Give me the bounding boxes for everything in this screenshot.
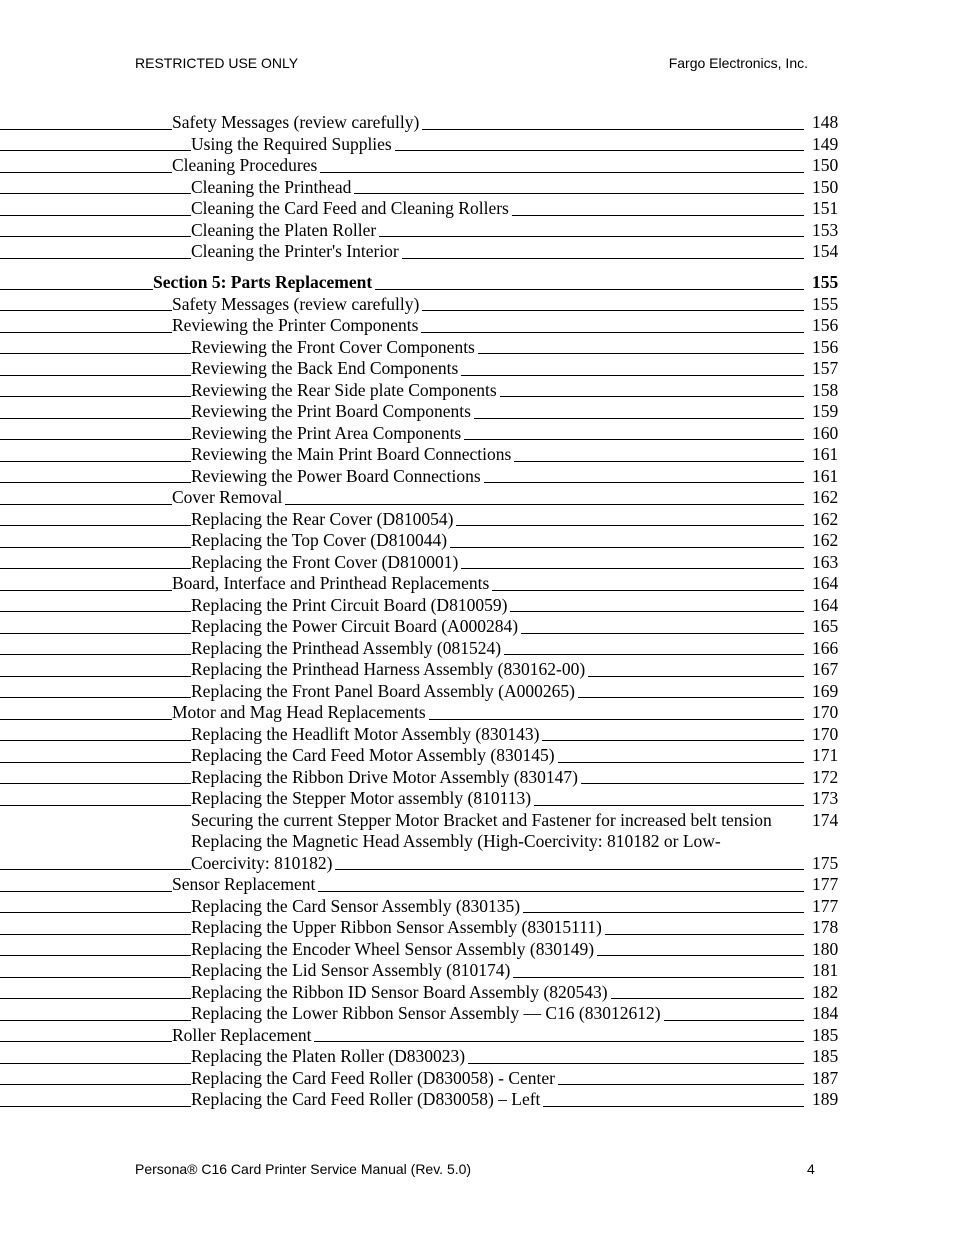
- toc-entry: [0, 638, 954, 660]
- toc-entry: [0, 552, 954, 574]
- toc-entry-title: Reviewing the Main Print Board Connections: [191, 444, 514, 466]
- toc-entry-title: Cleaning Procedures: [172, 155, 320, 177]
- toc-entry-title: Replacing the Print Circuit Board (D810059): [191, 595, 510, 617]
- toc-leader-line: [0, 869, 804, 870]
- toc-entry-title: Cleaning the Card Feed and Cleaning Rollers: [191, 198, 512, 220]
- toc-entry: [0, 939, 954, 961]
- toc-entry-page: 149: [812, 133, 839, 154]
- toc-entry-page: 150: [812, 176, 839, 197]
- toc-entry: [0, 155, 954, 177]
- toc-entry-title: Replacing the Headlift Motor Assembly (830143): [191, 724, 542, 746]
- toc-entry: [0, 530, 954, 552]
- toc-entry-title: Section 5: Parts Replacement: [153, 272, 375, 294]
- toc-entry: [0, 1068, 954, 1090]
- toc-entry-page: 164: [812, 594, 839, 615]
- toc-entry: [0, 896, 954, 918]
- header-company-name: Fargo Electronics, Inc.: [668, 55, 808, 71]
- toc-entry: [0, 487, 954, 509]
- toc-entry-title: Replacing the Lower Ribbon Sensor Assembly — C16 (83012612): [191, 1003, 664, 1025]
- toc-entry-title: Cleaning the Printhead: [191, 177, 354, 199]
- toc-entry: [0, 272, 954, 294]
- toc-entry-page: 164: [812, 573, 839, 593]
- toc-entry: [0, 810, 954, 832]
- toc-entry: [0, 220, 954, 242]
- toc-entry-title: Replacing the Front Cover (D810001): [191, 552, 461, 574]
- toc-leader-line: [0, 1041, 804, 1042]
- toc-entry-title: Motor and Mag Head Replacements: [172, 702, 429, 724]
- toc-entry: [0, 380, 954, 402]
- toc-entry-title: Coercivity: 810182): [191, 853, 335, 875]
- toc-entry-title: Cleaning the Printer's Interior: [191, 241, 402, 263]
- toc-entry: [0, 294, 954, 316]
- toc-entry-page: 185: [812, 1046, 839, 1066]
- toc-entry-page: 151: [812, 198, 839, 218]
- toc-entry-page: 175: [812, 852, 839, 873]
- toc-entry: [0, 444, 954, 466]
- toc-entry-title: Reviewing the Front Cover Components: [191, 337, 478, 359]
- toc-leader-line: [0, 236, 804, 237]
- toc-entry: [0, 874, 954, 896]
- toc-entry-page: 150: [812, 155, 839, 175]
- toc-entry-page: 162: [812, 530, 839, 550]
- toc-entry-title: Replacing the Card Feed Motor Assembly (830145): [191, 745, 558, 767]
- toc-entry-title: Sensor Replacement: [172, 874, 318, 896]
- toc-entry-title: Reviewing the Rear Side plate Components: [191, 380, 500, 402]
- toc-entry: [0, 509, 954, 531]
- footer-manual-title: Persona® C16 Card Printer Service Manual (Rev. 5.0): [135, 1161, 472, 1177]
- toc-entry-title: Securing the current Stepper Motor Bracket and Fastener for increased belt tension: [191, 810, 775, 832]
- toc-entry-title: Replacing the Encoder Wheel Sensor Assembly (830149): [191, 939, 597, 961]
- toc-leader-line: [0, 289, 804, 290]
- toc-entry-page: 162: [812, 508, 839, 529]
- toc-entry-page: 161: [812, 444, 839, 464]
- toc-entry: [0, 659, 954, 681]
- toc-entry-page: 165: [812, 616, 839, 636]
- toc-entry: [0, 745, 954, 767]
- toc-leader-line: [0, 891, 804, 892]
- toc-entry-page: 174: [812, 809, 839, 830]
- toc-entry-page: 166: [812, 637, 839, 658]
- toc-entry: [0, 401, 954, 423]
- toc-entry-page: 170: [812, 702, 839, 722]
- toc-entry-page: 158: [812, 379, 839, 400]
- toc-entry: [0, 241, 954, 263]
- toc-entry-page: 184: [812, 1003, 839, 1023]
- toc-entry-page: 162: [812, 487, 839, 507]
- toc-leader-line: [0, 258, 804, 259]
- toc-entry: [0, 358, 954, 380]
- toc-entry-page: 181: [812, 960, 839, 980]
- toc-entry: [0, 134, 954, 156]
- toc-entry-page: 157: [812, 358, 839, 378]
- toc-entry-page: 185: [812, 1024, 839, 1045]
- toc-entry: [0, 1089, 954, 1111]
- toc-entry-title: Replacing the Platen Roller (D830023): [191, 1046, 468, 1068]
- toc-entry-page: 173: [812, 788, 839, 808]
- toc-entry: [0, 982, 954, 1004]
- toc-entry-title: Reviewing the Power Board Connections: [191, 466, 484, 488]
- toc-entry: [0, 198, 954, 220]
- table-of-contents: [0, 112, 954, 1111]
- toc-entry-title: Using the Required Supplies: [191, 134, 395, 156]
- toc-entry-title: Replacing the Printhead Assembly (081524): [191, 638, 504, 660]
- toc-entry-title: Cleaning the Platen Roller: [191, 220, 379, 242]
- toc-entry-page: 171: [812, 745, 839, 765]
- toc-entry: [0, 315, 954, 337]
- toc-entry-page: 156: [812, 336, 839, 357]
- toc-entry-title: Replacing the Card Feed Roller (D830058) – Left: [191, 1089, 543, 1111]
- toc-entry-title: Safety Messages (review carefully): [172, 294, 422, 316]
- toc-entry-title: Cover Removal: [172, 487, 285, 509]
- toc-entry-page: 154: [812, 241, 839, 261]
- toc-entry-title: Roller Replacement: [172, 1025, 314, 1047]
- toc-entry: [0, 960, 954, 982]
- toc-entry-title: Reviewing the Back End Components: [191, 358, 461, 380]
- toc-entry-title: Replacing the Card Feed Roller (D830058) - Center: [191, 1068, 558, 1090]
- toc-entry-page: 178: [812, 917, 839, 937]
- header-restricted-notice: RESTRICTED USE ONLY: [135, 55, 299, 71]
- toc-entry-page: 160: [812, 422, 839, 443]
- toc-entry: [0, 831, 954, 853]
- toc-entry: [0, 767, 954, 789]
- toc-entry-title: Replacing the Ribbon ID Sensor Board Assembly (820543): [191, 982, 611, 1004]
- toc-entry: [0, 702, 954, 724]
- toc-entry-title: Replacing the Stepper Motor assembly (810113): [191, 788, 534, 810]
- toc-entry: [0, 1003, 954, 1025]
- toc-entry: [0, 1046, 954, 1068]
- toc-entry: [0, 917, 954, 939]
- toc-entry-page: 189: [812, 1089, 839, 1109]
- toc-entry: [0, 595, 954, 617]
- toc-entry-title: Replacing the Ribbon Drive Motor Assembly (830147): [191, 767, 581, 789]
- toc-entry: [0, 724, 954, 746]
- toc-entry: [0, 466, 954, 488]
- toc-entry: [0, 853, 954, 875]
- toc-entry: [0, 788, 954, 810]
- toc-entry-title: Replacing the Power Circuit Board (A000284): [191, 616, 521, 638]
- toc-entry: [0, 423, 954, 445]
- toc-entry-page: 156: [812, 315, 839, 335]
- toc-entry-title: Replacing the Top Cover (D810044): [191, 530, 450, 552]
- toc-entry-title: Safety Messages (review carefully): [172, 112, 422, 134]
- toc-leader-line: [0, 504, 804, 505]
- toc-entry-page: 161: [812, 465, 839, 486]
- toc-entry-page: 153: [812, 219, 839, 240]
- toc-entry-title: Replacing the Printhead Harness Assembly (830162-00): [191, 659, 588, 681]
- toc-entry: [0, 337, 954, 359]
- toc-entry-title: Replacing the Magnetic Head Assembly (High-Coercivity: 810182 or Low-: [191, 831, 724, 853]
- toc-entry-title: Replacing the Rear Cover (D810054): [191, 509, 456, 531]
- toc-entry: [0, 112, 954, 134]
- toc-entry-title: Board, Interface and Printhead Replacements: [172, 573, 492, 595]
- toc-entry-title: Replacing the Upper Ribbon Sensor Assembly (83015111): [191, 917, 605, 939]
- toc-entry-page: 170: [812, 723, 839, 744]
- toc-entry: [0, 573, 954, 595]
- toc-entry-page: 187: [812, 1067, 839, 1088]
- toc-entry: [0, 1025, 954, 1047]
- toc-entry-title: Reviewing the Printer Components: [172, 315, 421, 337]
- toc-entry-page: 169: [812, 680, 839, 701]
- toc-entry-title: Replacing the Lid Sensor Assembly (810174): [191, 960, 513, 982]
- toc-entry: [0, 177, 954, 199]
- toc-entry-page: 167: [812, 659, 839, 679]
- toc-leader-line: [0, 172, 804, 173]
- toc-entry: [0, 681, 954, 703]
- toc-entry-page: 155: [812, 272, 839, 292]
- toc-entry-page: 172: [812, 766, 839, 787]
- toc-entry-page: 180: [812, 938, 839, 959]
- toc-entry-title: Replacing the Front Panel Board Assembly (A000265): [191, 681, 578, 703]
- toc-entry-title: Reviewing the Print Board Components: [191, 401, 474, 423]
- toc-leader-line: [0, 150, 804, 151]
- toc-entry-page: 155: [812, 293, 839, 314]
- toc-entry-title: Reviewing the Print Area Components: [191, 423, 464, 445]
- toc-entry-page: 163: [812, 551, 839, 572]
- toc-entry-page: 177: [812, 874, 839, 894]
- toc-entry-page: 148: [812, 112, 839, 132]
- toc-entry-title: Replacing the Card Sensor Assembly (830135): [191, 896, 523, 918]
- footer-page-number: 4: [807, 1161, 815, 1177]
- toc-entry: [0, 616, 954, 638]
- toc-entry-page: 159: [812, 401, 839, 421]
- toc-leader-line: [0, 193, 804, 194]
- toc-entry-page: 177: [812, 895, 839, 916]
- toc-entry-page: 182: [812, 981, 839, 1002]
